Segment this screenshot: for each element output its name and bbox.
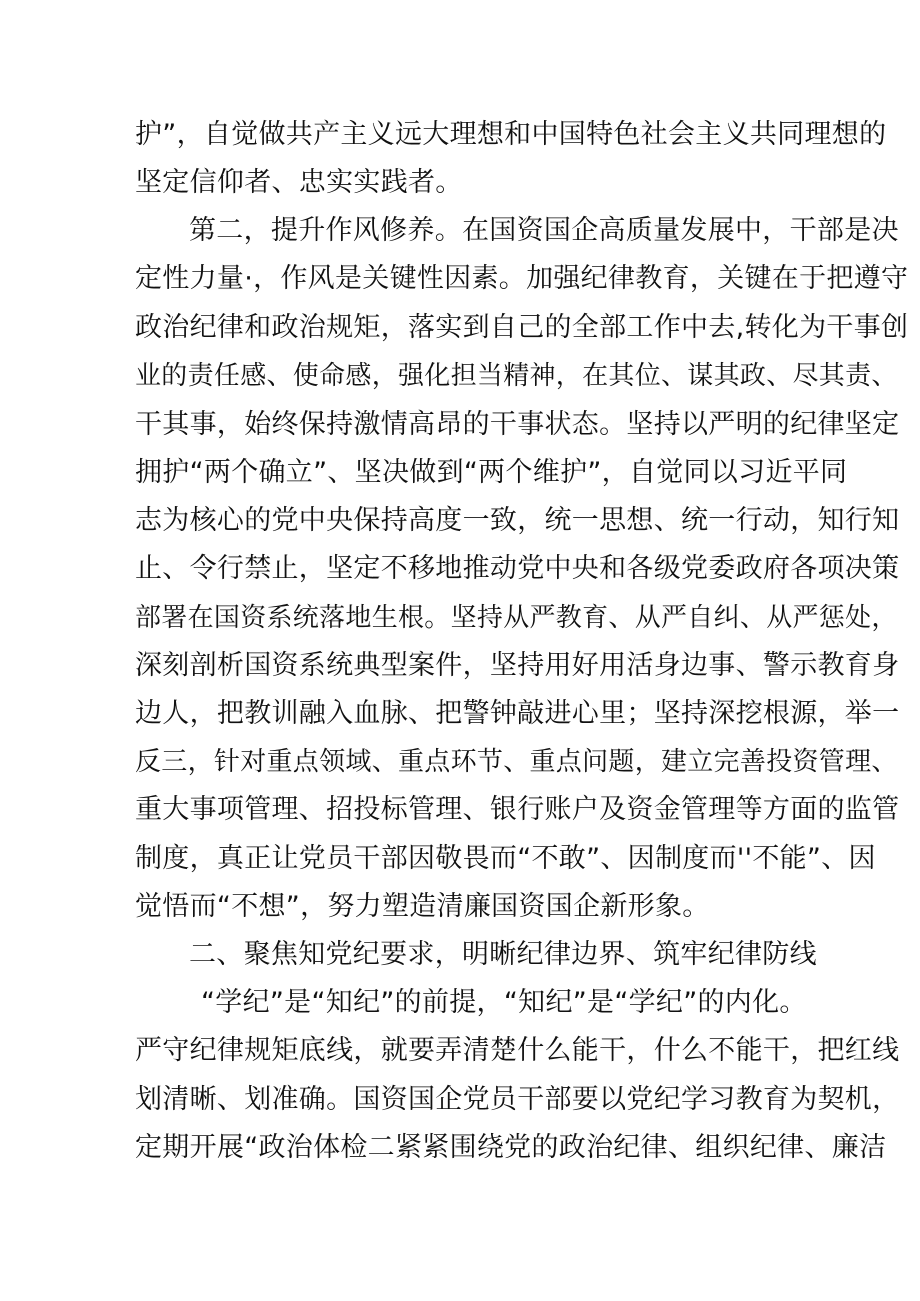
text-line: 业的责任感、使命感，强化担当精神，在其位、谋其政、尽其责、 bbox=[135, 361, 898, 391]
text-line: 反三，针对重点领域、重点环节、重点问题，建立完善投资管理、 bbox=[135, 747, 898, 777]
text-line: 部署在国资系统落地生根。坚持从严教育、从严自纠、从严惩处， bbox=[135, 603, 898, 633]
text-line: 边人，把教训融入血脉、把警钟敲进心里；坚持深挖根源，举一 bbox=[135, 698, 900, 729]
text-line: 止、令行禁止，坚定不移地推动党中央和各级党委政府各项决策 bbox=[135, 553, 900, 584]
text-line: 政治纪律和政治规矩，落实到自己的全部工作中去,转化为干事创 bbox=[135, 312, 909, 343]
text-line: 护”，自觉做共产主义远大理想和中国特色社会主义共同理想的 bbox=[135, 119, 887, 150]
text-line: 定性力量·，作风是关键性因素。加强纪律教育，关键在于把遵守 bbox=[135, 263, 909, 294]
text-line: 严守纪律规矩底线，就要弄清楚什么能干，什么不能干，把红线 bbox=[135, 1035, 900, 1066]
text-line: 重大事项管理、招投标管理、银行账户及资金管理等方面的监管 bbox=[135, 794, 900, 825]
text-line: 定期开展“政治体检二紧紧围绕党的政治纪律、组织纪律、廉洁 bbox=[135, 1132, 887, 1163]
text-line: 志为核心的党中央保持高度一致，统一思想、统一行动，知行知 bbox=[135, 505, 900, 536]
text-line: 深刻剖析国资系统典型案件，坚持用好用活身边事、警示教育身 bbox=[135, 650, 900, 681]
text-line: 制度，真正让党员干部因敬畏而“不敢”、因制度而''不能”、因 bbox=[135, 843, 876, 874]
text-line: 划清晰、划准确。国资国企党员干部要以党纪学习教育为契机， bbox=[135, 1084, 900, 1115]
paragraph-first-line: 第二，提升作风修养。在国资国企高质量发展中，干部是决 bbox=[189, 215, 899, 246]
text-line: 坚定信仰者、忠实实践者。 bbox=[135, 167, 463, 198]
text-line: 觉悟而“不想”，努力塑造清廉国资国企新形象。 bbox=[135, 891, 710, 922]
section-heading: 二、聚焦知党纪要求，明晰纪律边界、筑牢纪律防线 bbox=[189, 939, 817, 970]
paragraph-first-line: “学纪”是“知纪”的前提，“知纪”是“学纪”的内化。 bbox=[201, 987, 807, 1018]
text-line: 干其事，始终保持激情高昂的干事状态。坚持以严明的纪律坚定 bbox=[135, 409, 900, 440]
text-line: 拥护“两个确立”、坚决做到“两个维护”，自觉同以习近平同 bbox=[135, 457, 848, 488]
